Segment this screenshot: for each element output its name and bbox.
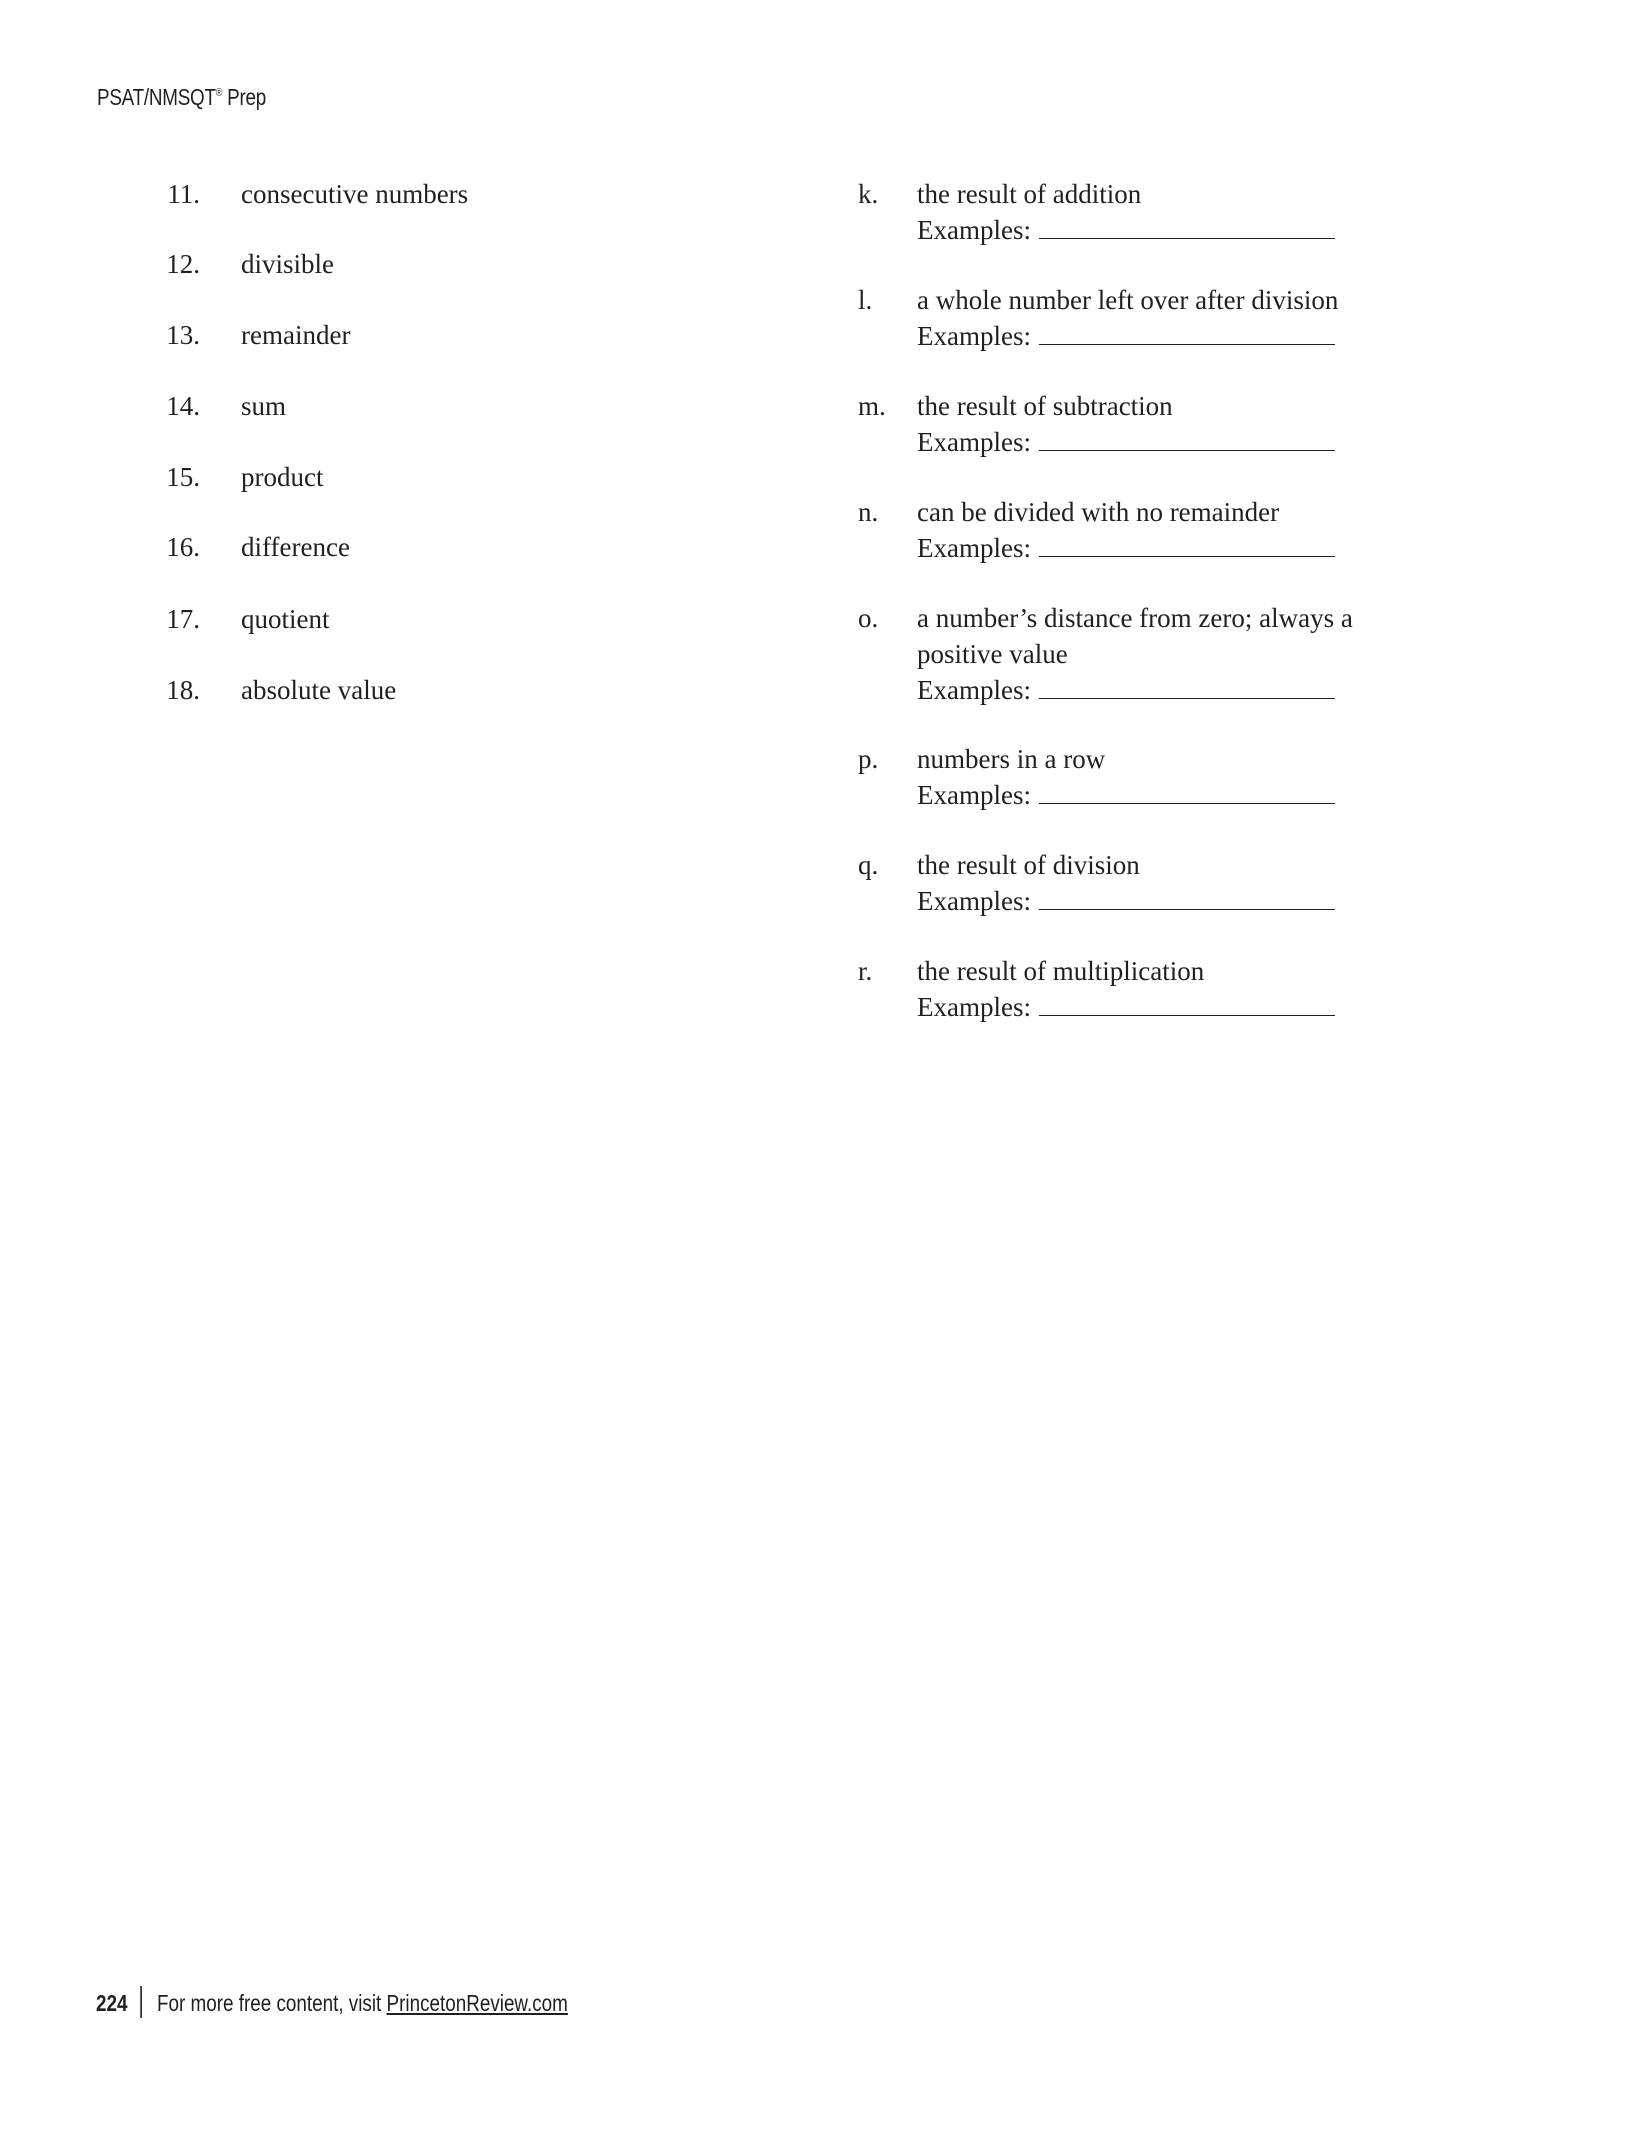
examples-label: Examples: xyxy=(917,533,1031,563)
term-text: sum xyxy=(241,391,287,421)
term-item xyxy=(0,459,700,495)
definition-text: the result of division xyxy=(917,850,1140,880)
term-number: 13. xyxy=(166,320,200,350)
examples-label: Examples: xyxy=(917,427,1031,457)
definition-text: the result of addition xyxy=(917,179,1142,209)
term-text: divisible xyxy=(241,249,334,279)
term-item xyxy=(0,176,700,212)
definition-letter: m. xyxy=(858,391,886,421)
term-text: product xyxy=(241,462,324,492)
definition-text: the result of subtraction xyxy=(917,391,1173,421)
examples-blank-line[interactable] xyxy=(1039,989,1335,1016)
term-number: 18. xyxy=(166,675,200,705)
examples-label: Examples: xyxy=(917,886,1031,916)
definition-text: a whole number left over after division xyxy=(917,285,1339,315)
term-number: 15. xyxy=(166,462,200,492)
examples-blank-line[interactable] xyxy=(1039,672,1335,699)
footer-text: For more free content, visit xyxy=(156,1990,387,2016)
examples-label: Examples: xyxy=(917,215,1031,245)
term-item xyxy=(0,672,700,708)
term-number: 11. xyxy=(167,179,200,209)
definition-text: the result of multiplication xyxy=(917,956,1205,986)
examples-label: Examples: xyxy=(917,675,1031,705)
examples-blank-line[interactable] xyxy=(1039,212,1335,239)
definition-letter: p. xyxy=(858,744,879,774)
examples-blank-line[interactable] xyxy=(1039,424,1335,451)
page-footer xyxy=(96,1986,568,2018)
term-item xyxy=(0,388,700,424)
term-number: 14. xyxy=(166,391,200,421)
examples-blank-line[interactable] xyxy=(1039,318,1335,345)
page-number: 224 xyxy=(96,1990,128,2016)
term-item xyxy=(0,601,700,637)
running-header xyxy=(97,84,266,111)
definition-letter: k. xyxy=(858,179,879,209)
header-title: PSAT/NMSQT xyxy=(97,84,216,110)
examples-label: Examples: xyxy=(917,321,1031,351)
examples-label: Examples: xyxy=(917,992,1031,1022)
definition-text: can be divided with no remainder xyxy=(917,497,1280,527)
registered-mark: ® xyxy=(215,87,223,99)
examples-blank-line[interactable] xyxy=(1039,883,1335,910)
definition-text: a number’s distance from zero; always a xyxy=(917,603,1353,633)
definition-letter: l. xyxy=(858,285,873,315)
footer-divider xyxy=(141,1986,143,2018)
term-number: 16. xyxy=(166,532,200,562)
header-suffix: Prep xyxy=(222,84,267,110)
definition-letter: n. xyxy=(858,497,879,527)
term-number: 12. xyxy=(166,249,200,279)
term-text: difference xyxy=(241,532,350,562)
term-item xyxy=(0,246,700,282)
definition-text: positive value xyxy=(917,639,1068,669)
examples-blank-line[interactable] xyxy=(1039,777,1335,804)
definition-letter: q. xyxy=(858,850,879,880)
examples-blank-line[interactable] xyxy=(1039,530,1335,557)
term-text: quotient xyxy=(241,604,330,634)
princeton-review-link[interactable]: PrincetonReview.com xyxy=(386,1990,568,2016)
term-text: absolute value xyxy=(241,675,397,705)
term-item xyxy=(0,317,700,353)
definition-letter: o. xyxy=(858,603,879,633)
term-item xyxy=(0,529,700,565)
term-text: remainder xyxy=(241,320,351,350)
definition-letter: r. xyxy=(858,956,873,986)
definition-text: numbers in a row xyxy=(917,744,1106,774)
term-text: consecutive numbers xyxy=(241,179,469,209)
term-number: 17. xyxy=(166,604,200,634)
examples-label: Examples: xyxy=(917,780,1031,810)
